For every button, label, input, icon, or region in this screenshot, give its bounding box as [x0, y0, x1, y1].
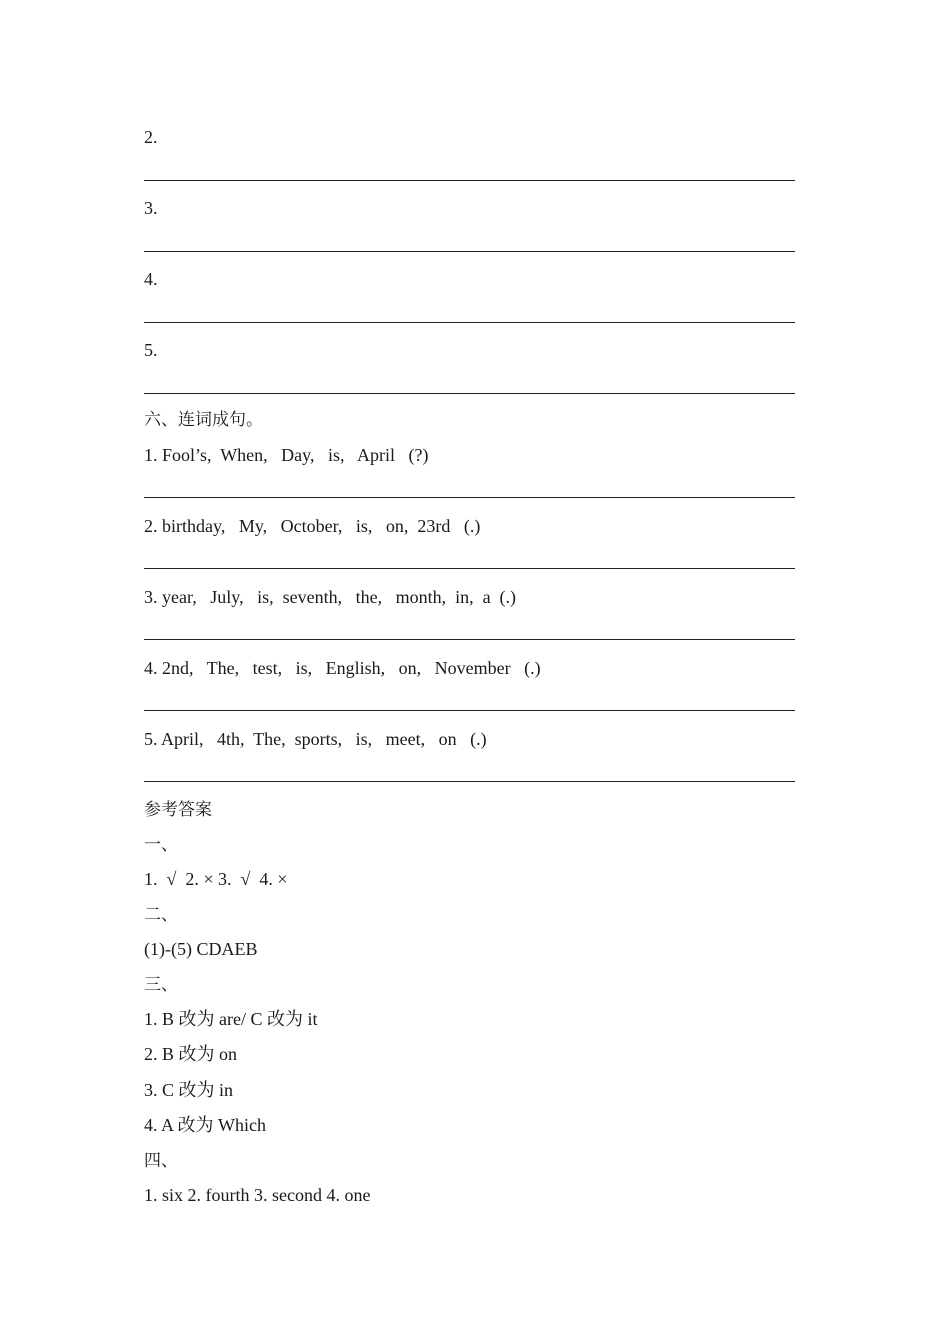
- answers-title: 参考答案: [144, 800, 212, 820]
- answers-section1: 1. √ 2. × 3. √ 4. ×: [144, 869, 288, 889]
- section6-question-5: 5. April, 4th, The, sports, is, meet, on (.): [144, 729, 487, 749]
- answers-section2: (1)-(5) CDAEB: [144, 939, 258, 959]
- section6-question-3: 3. year, July, is, seventh, the, month, in, a (.): [144, 587, 517, 607]
- answer-line: [144, 180, 795, 181]
- section6-question-1: 1. Fool’s, When, Day, is, April (?): [144, 445, 429, 465]
- part5-item-5: 5.: [144, 340, 158, 360]
- answer-line: [144, 568, 795, 569]
- answers-section4-label: 四、: [144, 1151, 178, 1171]
- section6-title: 六、连词成句。: [144, 410, 263, 430]
- part5-item-4: 4.: [144, 269, 158, 289]
- answers-section3-label: 三、: [144, 975, 178, 995]
- section6-question-2: 2. birthday, My, October, is, on, 23rd (.): [144, 516, 481, 536]
- answers-section3-item-3: 3. C 改为 in: [144, 1080, 234, 1100]
- answers-section3-item-4: 4. A 改为 Which: [144, 1115, 266, 1135]
- answers-section3-item-1: 1. B 改为 are/ C 改为 it: [144, 1009, 318, 1029]
- answer-line: [144, 781, 795, 782]
- section6-question-4: 4. 2nd, The, test, is, English, on, November (.): [144, 658, 541, 678]
- answer-line: [144, 497, 795, 498]
- part5-item-3: 3.: [144, 198, 158, 218]
- answer-line: [144, 639, 795, 640]
- answer-line: [144, 710, 795, 711]
- answers-section4: 1. six 2. fourth 3. second 4. one: [144, 1185, 371, 1205]
- answer-line: [144, 322, 795, 323]
- answers-section3-item-2: 2. B 改为 on: [144, 1044, 238, 1064]
- answer-line: [144, 251, 795, 252]
- answers-section1-label: 一、: [144, 835, 178, 855]
- answers-section2-label: 二、: [144, 905, 178, 925]
- answer-line: [144, 393, 795, 394]
- part5-item-2: 2.: [144, 127, 158, 147]
